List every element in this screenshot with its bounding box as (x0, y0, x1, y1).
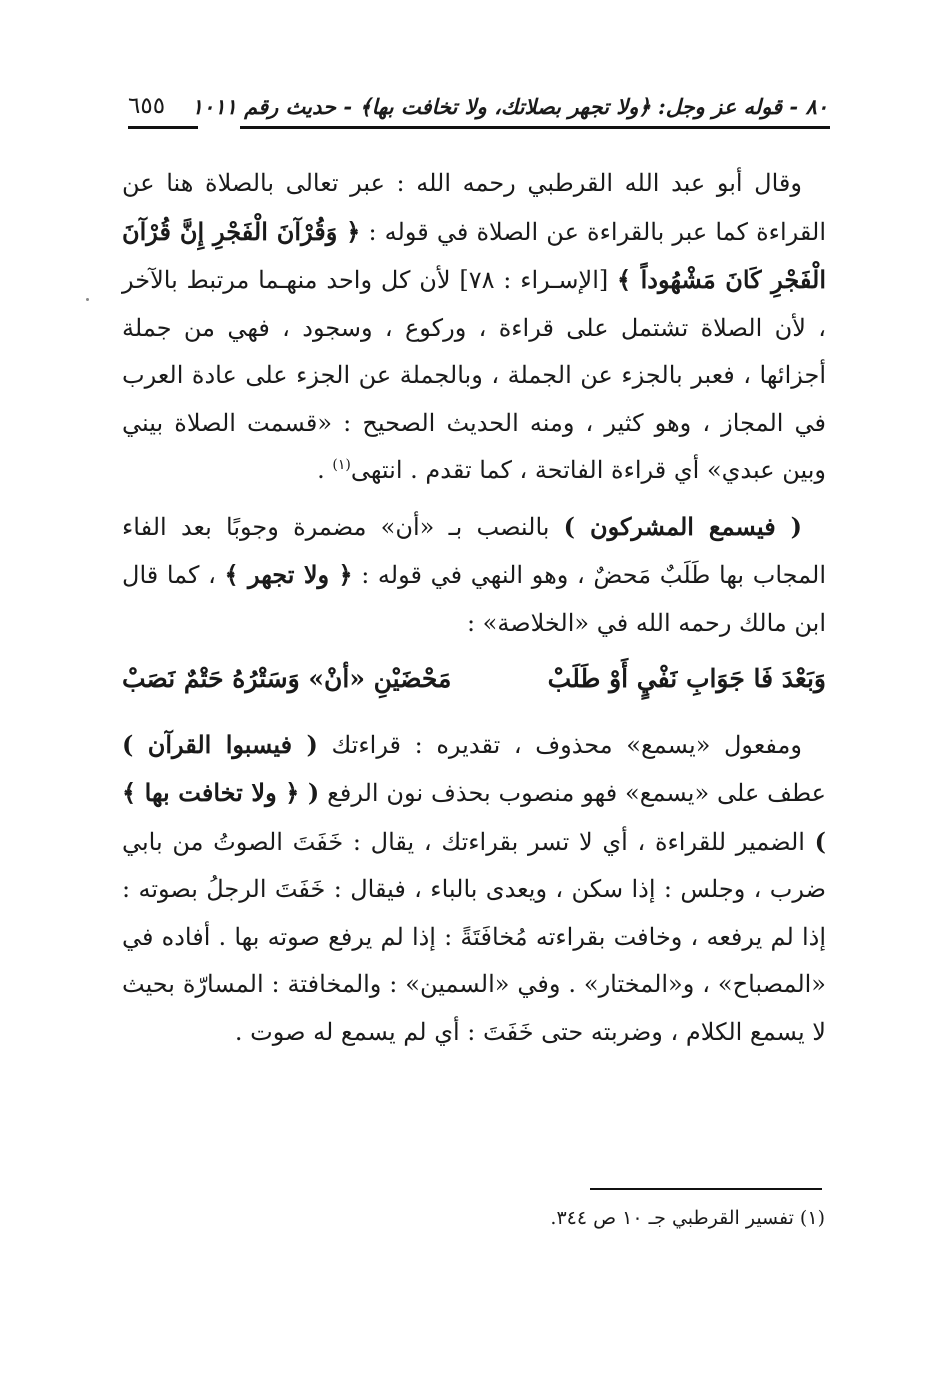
paragraph-fayasma (122, 503, 826, 648)
p2-text-2: ، كما قال ابن مالك رحمه الله في «الخلاصة» : (122, 561, 826, 637)
p1-text-2: [الإسـراء : ٧٨] لأن كل واحد منهـما مرتبط بالآخر ، لأن الصلاة تشتمل على قراءة ، وركوع ، وسجود ، فهي من جملة أجزائها ، فعبر بالجزء عن الجملة ، وبالجملة عن الجزء على عادة العرب في المجاز ، وهو كثير ، ومنه الحديث الصحيح : «قسمت الصلاة بيني وبين عبدي» أي قراءة الفاتحة ، كما تقدم . انتهى (122, 266, 826, 484)
page-number-rule (128, 126, 198, 129)
page-number: ٦٥٥ (128, 93, 166, 119)
p3-text-2: عطف على «يسمع» فهو منصوب بحذف نون الرفع (319, 779, 826, 807)
margin-dot (86, 298, 89, 301)
header-title: ٨٠ - قوله عز وجل: ﴿ولا تجهر بصلاتك، ولا تخافت بها﴾ - حديث رقم ١٠١١ (191, 93, 828, 119)
header-rule (240, 126, 830, 129)
p1-text-1: وقال أبو عبد الله القرطبي رحمه الله : عبر تعالى بالصلاة هنا عن القراءة كما عبر بالقراءة عن الصلاة في قوله : (122, 169, 826, 246)
p3-bold-phrase-1: ( فيسبوا القرآن ) (122, 729, 318, 759)
p2-quran-verse: ﴿ ولا تجهر ﴾ (224, 560, 353, 589)
p2-text-1: بالنصب بـ «أن» مضمرة وجوبًا بعد الفاء المجاب بها طَلَبٌ مَحضٌ ، وهو النهي في قوله : (122, 512, 826, 589)
p3-text-1: ومفعول «يسمع» محذوف ، تقديره : قراءتك (317, 730, 802, 759)
main-text (122, 160, 826, 1056)
footnote: (١) تفسير القرطبي جـ ١٠ ص ٣٤٤. (550, 1207, 825, 1229)
verse-first-hemistich: وَبَعْدَ فَا جَوَابِ نَفْيٍ أَوْ طَلَبْ (547, 664, 826, 693)
p1-quran-verse: ﴿ وَقُرْآنَ الْفَجْرِ إِنَّ قُرْآنَ الْفَجْرِ كَانَ مَشْهُوداً ﴾ (122, 216, 826, 294)
p1-text-3: . (317, 456, 333, 484)
poetry-verse (122, 655, 826, 703)
paragraph-qurtubi (122, 160, 826, 495)
p3-bold-phrase-2: ( ﴿ ولا تخافت بها ﴾ ) (122, 778, 826, 856)
verse-second-hemistich: مَحْضَيْنِ «أنْ» وَسَتْرُهُ حَتْمٌ نَصَبْ (122, 664, 452, 693)
paragraph-maful (122, 721, 826, 1057)
running-header (128, 86, 828, 126)
p2-bold-phrase: ( فيسمع المشركون ) (563, 511, 802, 541)
p3-text-3: الضمير للقراءة ، أي لا تسر بقراءتك ، يقال : خَفَتَ الصوتُ من بابي ضرب ، وجلس : إذا سكن ، ويعدى بالباء ، فيقال : خَفَتَ الرجلُ بصوته : إذا لم يرفعه ، وخافت بقراءته مُخافَتَةً : إذا لم يرفع صوته بها . أفاده في «المصباح» ، و«المختار» . وفي «السمين» : والمخافتة : المسارّة بحيث لا يسمع الكلام ، وضربته حتى خَفَتَ : أي لم يسمع له صوت . (122, 827, 826, 1046)
footnote-rule (590, 1188, 822, 1190)
footnote-reference[interactable]: (١) (332, 457, 351, 473)
